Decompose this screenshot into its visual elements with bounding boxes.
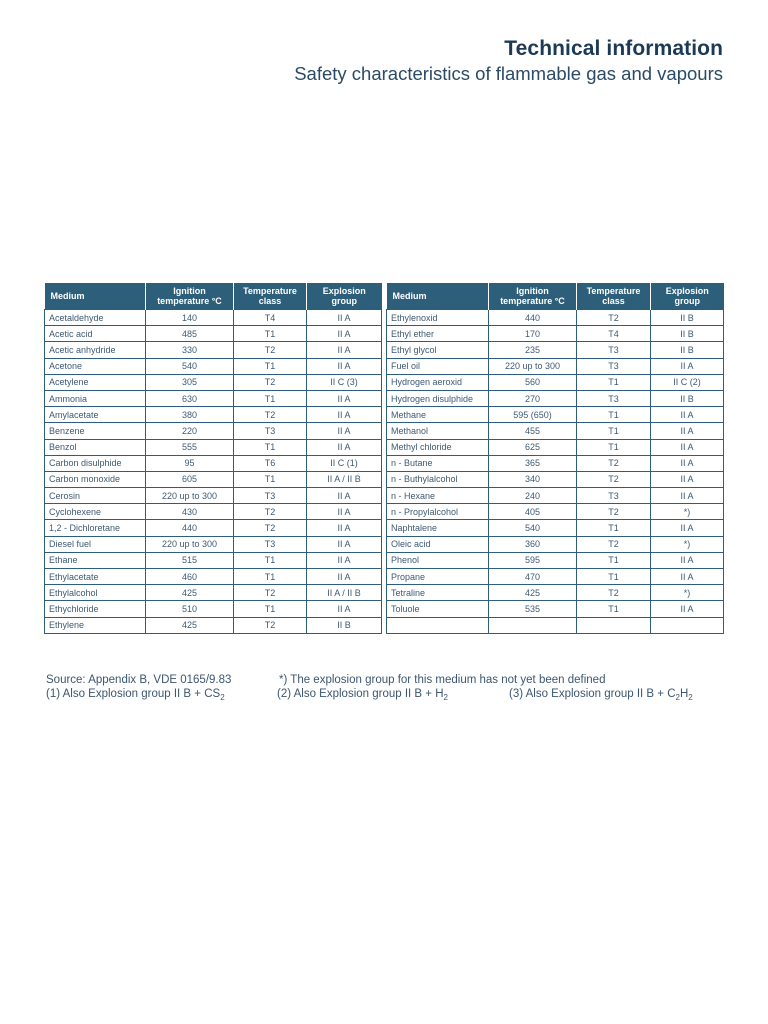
header-medium: Medium [387, 283, 489, 310]
cell-medium: Ethylacetate [45, 569, 146, 585]
cell-temperature-class: T2 [577, 504, 651, 520]
undefined-group-note: *) The explosion group for this medium has not yet been defined [279, 674, 606, 686]
cell-medium: Hydrogen disulphide [387, 390, 489, 406]
cell-explosion-group: II A [651, 488, 724, 504]
cell-explosion-group: II A [307, 326, 382, 342]
cell-temperature-class: T2 [577, 471, 651, 487]
cell-explosion-group: II A [307, 423, 382, 439]
table-row [45, 471, 382, 487]
footnote-3: (3) Also Explosion group II $B + C_2H_2$ [509, 688, 693, 702]
cell-temperature-class: T1 [577, 407, 651, 423]
table-row [45, 569, 382, 585]
cell-ignition-temperature: 430 [146, 504, 234, 520]
cell-temperature-class: T1 [234, 326, 307, 342]
table-header [45, 283, 382, 310]
page-subtitle: Safety characteristics of flammable gas and vapours [294, 63, 723, 84]
header-ignition-temperature: Ignition temperature °C [146, 283, 234, 310]
table-row [387, 358, 724, 374]
cell-explosion-group: II A [307, 439, 382, 455]
cell-explosion-group: *) [651, 585, 724, 601]
cell-explosion-group [651, 617, 724, 633]
cell-temperature-class: T6 [234, 455, 307, 471]
table-row [45, 390, 382, 406]
cell-ignition-temperature: 595 (650) [489, 407, 577, 423]
cell-medium: Carbon monoxide [45, 471, 146, 487]
cell-explosion-group: II A [307, 520, 382, 536]
cell-explosion-group: II A [307, 552, 382, 568]
table-row [45, 455, 382, 471]
table-row [45, 504, 382, 520]
cell-temperature-class: T2 [234, 407, 307, 423]
table-row [387, 488, 724, 504]
cell-temperature-class: T3 [234, 536, 307, 552]
table-row [387, 439, 724, 455]
cell-medium: Ethane [45, 552, 146, 568]
cell-temperature-class: T3 [577, 390, 651, 406]
cell-temperature-class: T1 [234, 439, 307, 455]
safety-table-left [44, 283, 382, 634]
cell-ignition-temperature: 440 [489, 310, 577, 326]
cell-medium: n - Buthylalcohol [387, 471, 489, 487]
table-row [387, 504, 724, 520]
table-row [387, 390, 724, 406]
cell-ignition-temperature: 630 [146, 390, 234, 406]
cell-medium: Ethylene [45, 617, 146, 633]
cell-ignition-temperature: 170 [489, 326, 577, 342]
cell-ignition-temperature: 555 [146, 439, 234, 455]
cell-ignition-temperature: 425 [489, 585, 577, 601]
cell-temperature-class: T1 [577, 439, 651, 455]
cell-ignition-temperature: 220 [146, 423, 234, 439]
cell-ignition-temperature: 605 [146, 471, 234, 487]
cell-temperature-class: T1 [234, 471, 307, 487]
table-row [387, 407, 724, 423]
cell-temperature-class: T1 [234, 569, 307, 585]
table-row [45, 423, 382, 439]
table-row [45, 326, 382, 342]
cell-temperature-class: T3 [577, 488, 651, 504]
cell-medium: Ethychloride [45, 601, 146, 617]
cell-medium: Oleic acid [387, 536, 489, 552]
cell-ignition-temperature: 540 [489, 520, 577, 536]
table-row [387, 310, 724, 326]
cell-explosion-group: II A [651, 423, 724, 439]
cell-explosion-group: II A [651, 520, 724, 536]
cell-ignition-temperature: 540 [146, 358, 234, 374]
page-title: Technical information [504, 37, 723, 60]
cell-medium: Methane [387, 407, 489, 423]
cell-temperature-class: T2 [234, 504, 307, 520]
cell-ignition-temperature: 425 [146, 617, 234, 633]
cell-temperature-class: T1 [234, 390, 307, 406]
cell-explosion-group: II B [651, 342, 724, 358]
cell-medium: Ethylenoxid [387, 310, 489, 326]
cell-explosion-group: II A [307, 601, 382, 617]
table-row [45, 488, 382, 504]
table-row [387, 520, 724, 536]
cell-temperature-class: T2 [234, 342, 307, 358]
table-row [45, 342, 382, 358]
cell-temperature-class: T1 [577, 423, 651, 439]
cell-medium: Acetone [45, 358, 146, 374]
cell-medium: Benzol [45, 439, 146, 455]
cell-medium: Tetraline [387, 585, 489, 601]
cell-explosion-group: II A [307, 569, 382, 585]
cell-temperature-class: T2 [234, 585, 307, 601]
table-row [387, 326, 724, 342]
table-row [45, 552, 382, 568]
cell-medium: Propane [387, 569, 489, 585]
table-row [45, 407, 382, 423]
cell-medium: Ethylalcohol [45, 585, 146, 601]
cell-explosion-group: II A [651, 601, 724, 617]
cell-temperature-class: T3 [577, 358, 651, 374]
safety-table-right [386, 283, 724, 634]
cell-temperature-class: T4 [577, 326, 651, 342]
cell-medium: n - Propylalcohol [387, 504, 489, 520]
cell-explosion-group: II C (2) [651, 374, 724, 390]
table-row [45, 520, 382, 536]
cell-medium: 1,2 - Dichloretane [45, 520, 146, 536]
cell-ignition-temperature: 380 [146, 407, 234, 423]
cell-ignition-temperature: 625 [489, 439, 577, 455]
cell-ignition-temperature [489, 617, 577, 633]
cell-medium: n - Butane [387, 455, 489, 471]
header-explosion-group: Explosion group [307, 283, 382, 310]
cell-explosion-group: II A [651, 569, 724, 585]
cell-medium: Acetic anhydride [45, 342, 146, 358]
cell-explosion-group: II A [651, 455, 724, 471]
table-row [387, 552, 724, 568]
cell-medium: Methanol [387, 423, 489, 439]
table-header [387, 283, 724, 310]
cell-explosion-group: *) [651, 504, 724, 520]
cell-medium: n - Hexane [387, 488, 489, 504]
cell-medium: Acetaldehyde [45, 310, 146, 326]
cell-explosion-group: II A [307, 504, 382, 520]
cell-ignition-temperature: 220 up to 300 [489, 358, 577, 374]
cell-explosion-group: II A [651, 439, 724, 455]
table-row [45, 439, 382, 455]
cell-temperature-class: T2 [234, 617, 307, 633]
cell-explosion-group: II A [651, 358, 724, 374]
cell-temperature-class: T2 [234, 520, 307, 536]
cell-temperature-class: T3 [234, 488, 307, 504]
table-row [387, 471, 724, 487]
cell-explosion-group: II A [651, 552, 724, 568]
cell-medium: Fuel oil [387, 358, 489, 374]
table-row [387, 423, 724, 439]
cell-explosion-group: II B [307, 617, 382, 633]
table-row [45, 536, 382, 552]
table-row [387, 585, 724, 601]
cell-ignition-temperature: 305 [146, 374, 234, 390]
cell-temperature-class [577, 617, 651, 633]
cell-ignition-temperature: 95 [146, 455, 234, 471]
cell-temperature-class: T2 [577, 536, 651, 552]
cell-ignition-temperature: 470 [489, 569, 577, 585]
table-row [387, 374, 724, 390]
table-row [387, 455, 724, 471]
cell-temperature-class: T1 [234, 358, 307, 374]
cell-medium: Ethyl ether [387, 326, 489, 342]
cell-ignition-temperature: 455 [489, 423, 577, 439]
cell-medium: Toluole [387, 601, 489, 617]
cell-ignition-temperature: 510 [146, 601, 234, 617]
cell-temperature-class: T1 [234, 601, 307, 617]
cell-ignition-temperature: 460 [146, 569, 234, 585]
table-row [387, 601, 724, 617]
table-row [387, 569, 724, 585]
cell-ignition-temperature: 440 [146, 520, 234, 536]
cell-ignition-temperature: 515 [146, 552, 234, 568]
cell-medium: Cyclohexene [45, 504, 146, 520]
cell-temperature-class: T1 [577, 552, 651, 568]
cell-ignition-temperature: 220 up to 300 [146, 488, 234, 504]
table-row [45, 601, 382, 617]
cell-temperature-class: T2 [577, 585, 651, 601]
footnote-1: (1) Also Explosion group II $B + CS_2$ [46, 688, 225, 702]
cell-medium: Ethyl glycol [387, 342, 489, 358]
table-row [45, 374, 382, 390]
cell-temperature-class: T3 [577, 342, 651, 358]
cell-explosion-group: II A [307, 407, 382, 423]
cell-medium [387, 617, 489, 633]
cell-ignition-temperature: 595 [489, 552, 577, 568]
cell-medium: Carbon disulphide [45, 455, 146, 471]
cell-ignition-temperature: 340 [489, 471, 577, 487]
cell-ignition-temperature: 560 [489, 374, 577, 390]
cell-ignition-temperature: 240 [489, 488, 577, 504]
cell-ignition-temperature: 220 up to 300 [146, 536, 234, 552]
cell-medium: Hydrogen aeroxid [387, 374, 489, 390]
cell-medium: Phenol [387, 552, 489, 568]
cell-explosion-group: II A [307, 310, 382, 326]
cell-ignition-temperature: 535 [489, 601, 577, 617]
cell-temperature-class: T1 [234, 552, 307, 568]
cell-medium: Amylacetate [45, 407, 146, 423]
table-row [45, 617, 382, 633]
cell-temperature-class: T2 [577, 455, 651, 471]
table-body [45, 310, 382, 634]
cell-temperature-class: T1 [577, 601, 651, 617]
cell-explosion-group: II B [651, 310, 724, 326]
cell-ignition-temperature: 365 [489, 455, 577, 471]
cell-medium: Acetic acid [45, 326, 146, 342]
cell-temperature-class: T1 [577, 569, 651, 585]
cell-medium: Cerosin [45, 488, 146, 504]
cell-temperature-class: T2 [234, 374, 307, 390]
cell-temperature-class: T2 [577, 310, 651, 326]
cell-explosion-group: II A [307, 536, 382, 552]
table-row [387, 342, 724, 358]
cell-explosion-group: II A [651, 471, 724, 487]
cell-explosion-group: II B [651, 390, 724, 406]
header-temperature-class: Temperature class [577, 283, 651, 310]
cell-ignition-temperature: 270 [489, 390, 577, 406]
header-medium: Medium [45, 283, 146, 310]
cell-medium: Acetylene [45, 374, 146, 390]
cell-ignition-temperature: 140 [146, 310, 234, 326]
cell-medium: Ammonia [45, 390, 146, 406]
cell-explosion-group: *) [651, 536, 724, 552]
cell-temperature-class: T4 [234, 310, 307, 326]
cell-medium: Diesel fuel [45, 536, 146, 552]
table-row [45, 310, 382, 326]
cell-ignition-temperature: 485 [146, 326, 234, 342]
cell-temperature-class: T3 [234, 423, 307, 439]
table-body [387, 310, 724, 634]
page-header [294, 36, 723, 86]
cell-explosion-group: II A / II B [307, 585, 382, 601]
source-note: Source: Appendix B, VDE 0165/9.83 [46, 674, 232, 686]
table-row [45, 358, 382, 374]
cell-explosion-group: II B [651, 326, 724, 342]
cell-ignition-temperature: 425 [146, 585, 234, 601]
header-temperature-class: Temperature class [234, 283, 307, 310]
cell-explosion-group: II C (3) [307, 374, 382, 390]
cell-explosion-group: II A [307, 342, 382, 358]
cell-ignition-temperature: 405 [489, 504, 577, 520]
cell-medium: Benzene [45, 423, 146, 439]
cell-explosion-group: II C (1) [307, 455, 382, 471]
cell-ignition-temperature: 330 [146, 342, 234, 358]
header-ignition-temperature: Ignition temperature °C [489, 283, 577, 310]
cell-ignition-temperature: 360 [489, 536, 577, 552]
header-explosion-group: Explosion group [651, 283, 724, 310]
table-row [387, 617, 724, 633]
cell-medium: Naphtalene [387, 520, 489, 536]
footnote-2: (2) Also Explosion group II $B + H_2$ [277, 688, 448, 702]
cell-explosion-group: II A [307, 488, 382, 504]
cell-temperature-class: T1 [577, 374, 651, 390]
cell-explosion-group: II A / II B [307, 471, 382, 487]
table-row [387, 536, 724, 552]
cell-explosion-group: II A [307, 390, 382, 406]
cell-medium: Methyl chloride [387, 439, 489, 455]
cell-ignition-temperature: 235 [489, 342, 577, 358]
cell-explosion-group: II A [307, 358, 382, 374]
cell-temperature-class: T1 [577, 520, 651, 536]
cell-explosion-group: II A [651, 407, 724, 423]
table-row [45, 585, 382, 601]
